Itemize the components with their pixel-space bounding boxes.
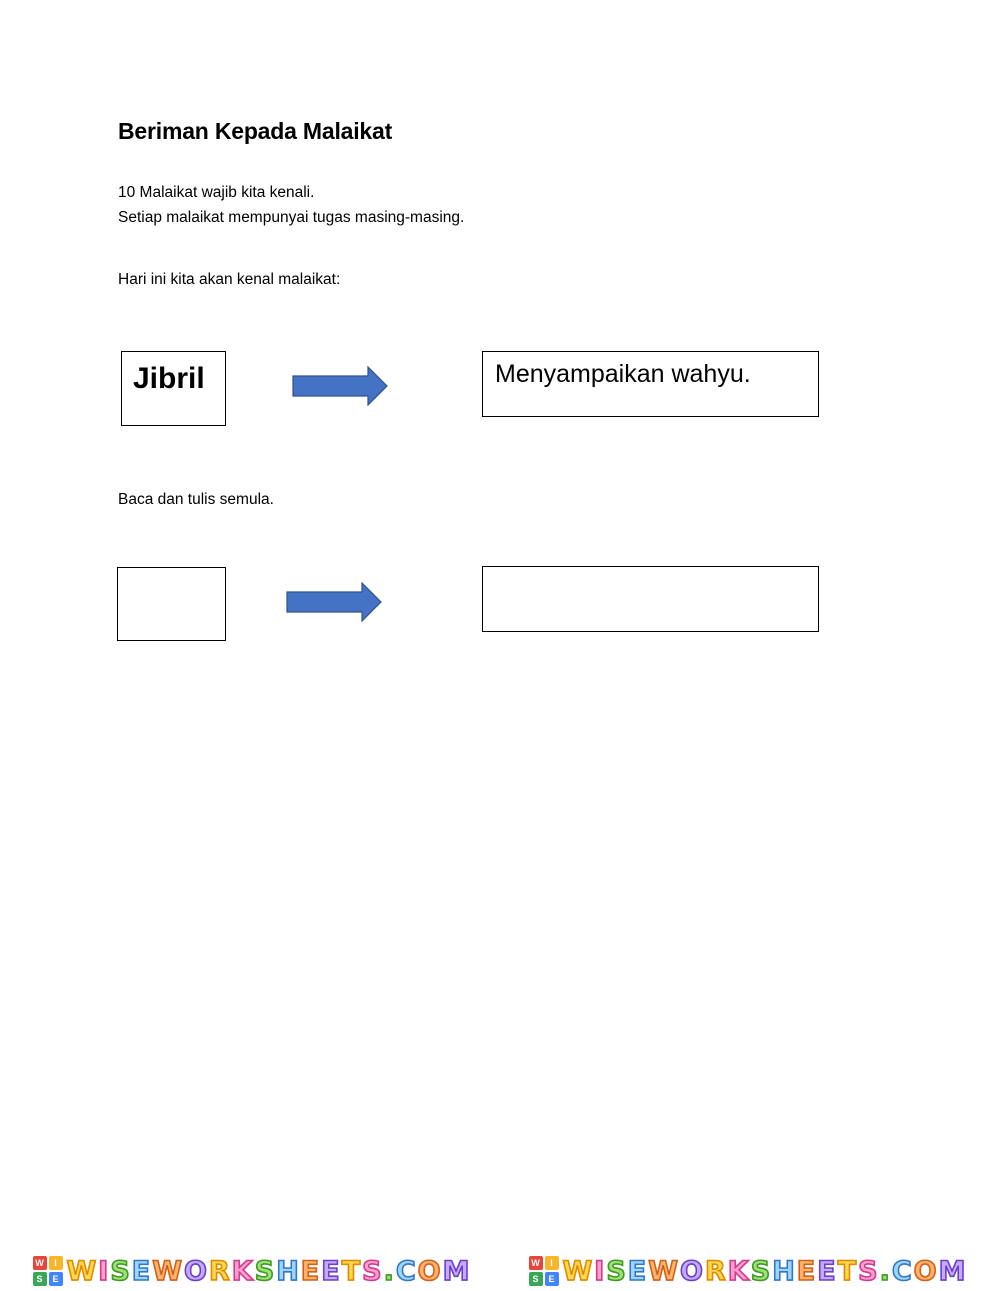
- brand-logo-icon: [33, 1256, 63, 1286]
- answer-name-input[interactable]: [117, 567, 226, 641]
- logo-letter: I: [545, 1256, 559, 1270]
- intro-line-1: 10 Malaikat wajib kita kenali.: [118, 184, 315, 201]
- example-name-box: [121, 351, 226, 426]
- example-arrow-icon: [291, 366, 389, 406]
- logo-letter: S: [33, 1272, 47, 1286]
- worksheet-title: Beriman Kepada Malaikat: [118, 118, 393, 144]
- today-line: Hari ini kita akan kenal malaikat:: [118, 271, 341, 288]
- logo-letter: S: [529, 1272, 543, 1286]
- example-name-text: Jibril: [133, 362, 205, 395]
- logo-letter: I: [49, 1256, 63, 1270]
- brand-link[interactable]: [529, 1256, 968, 1287]
- brand-text: WISEWORKSHEETS.COM: [66, 1255, 472, 1287]
- example-task-box: [482, 351, 819, 417]
- logo-letter: E: [545, 1272, 559, 1286]
- logo-letter: E: [49, 1272, 63, 1286]
- brand-logo-icon: [529, 1256, 559, 1286]
- brand-link[interactable]: [33, 1256, 472, 1287]
- footer-brand-bar: [0, 1251, 1000, 1291]
- example-task-text: Menyampaikan wahyu.: [495, 360, 751, 388]
- brand-text: WISEWORKSHEETS.COM: [562, 1255, 968, 1287]
- instruction-text: Baca dan tulis semula.: [118, 491, 274, 508]
- intro-line-2: Setiap malaikat mempunyai tugas masing-masing.: [118, 209, 465, 226]
- logo-letter: W: [529, 1256, 543, 1270]
- answer-arrow-icon: [285, 582, 383, 622]
- logo-letter: W: [33, 1256, 47, 1270]
- answer-task-input[interactable]: [482, 566, 819, 632]
